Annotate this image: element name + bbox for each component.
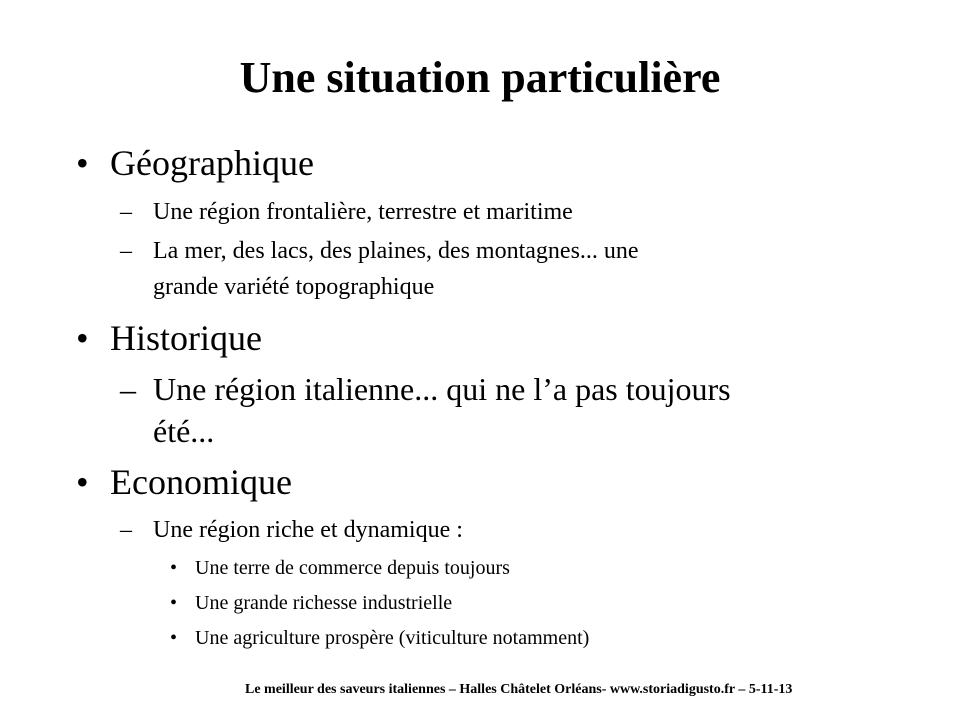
list-item-text: Une région riche et dynamique :: [153, 517, 463, 543]
bullet-mark: •: [170, 592, 178, 614]
list-item-text: La mer, des lacs, des plaines, des montagnes... une: [153, 238, 639, 264]
slide-footer: Le meilleur des saveurs italiennes – Halles Châtelet Orléans- www.storiadigusto.fr – 5-11-13: [245, 682, 793, 697]
list-item-text: été...: [153, 413, 215, 449]
bullet-mark: •: [76, 143, 89, 183]
dash-mark: –: [120, 199, 132, 225]
list-item-text: Une région italienne... qui ne l’a pas toujours: [153, 371, 731, 407]
list-item-text: Une région frontalière, terrestre et maritime: [153, 199, 573, 225]
sub-list-item-text: Une grande richesse industrielle: [195, 592, 453, 614]
dash-mark: –: [120, 517, 132, 543]
section-heading-text: Historique: [110, 318, 262, 358]
list-item-text: grande variété topographique: [153, 274, 435, 300]
slide-title: Une situation particulière: [239, 53, 721, 102]
sub-list-item-text: Une terre de commerce depuis toujours: [195, 557, 510, 579]
bullet-mark: •: [170, 557, 178, 579]
section-heading-text: Géographique: [110, 143, 314, 183]
sub-list-item-text: Une agriculture prospère (viticulture notamment): [195, 627, 590, 649]
dash-mark: –: [120, 371, 136, 407]
bullet-mark: •: [76, 318, 89, 358]
bullet-mark: •: [170, 627, 178, 649]
section-heading-text: Economique: [110, 462, 292, 502]
bullet-mark: •: [76, 462, 89, 502]
dash-mark: –: [120, 238, 132, 264]
